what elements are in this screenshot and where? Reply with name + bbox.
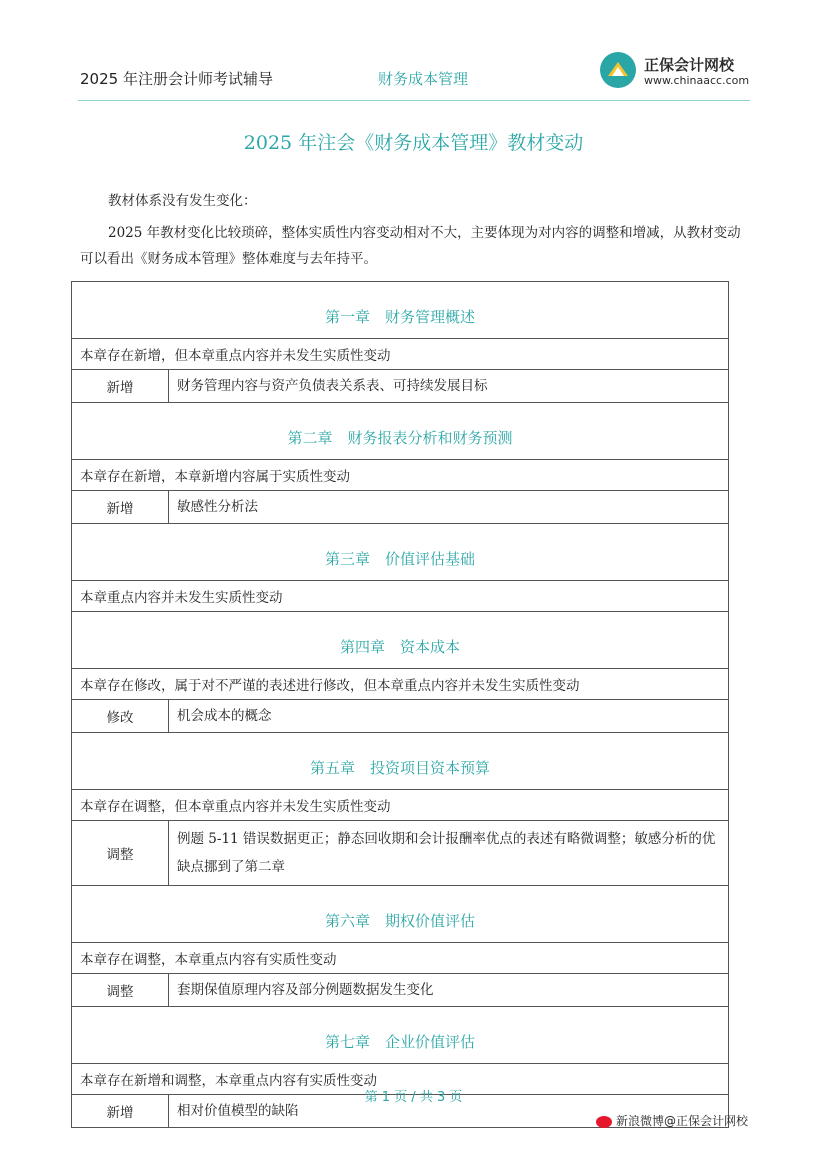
change-row (72, 370, 729, 403)
chapter-note-row (72, 460, 729, 491)
changes-table (71, 281, 729, 1128)
logo-icon (600, 52, 636, 88)
weibo-credit (596, 1112, 748, 1129)
document-title: 2025 年注会《财务成本管理》教材变动 (243, 132, 584, 154)
chapter-row (72, 612, 729, 669)
change-type: 新增 (72, 370, 169, 403)
logo-name: 正保会计网校 (644, 56, 735, 74)
change-row (72, 700, 729, 733)
change-type: 新增 (72, 491, 169, 524)
chapter-title: 第五章 投资项目资本预算 (72, 733, 729, 790)
chapter-note: 本章重点内容并未发生实质性变动 (72, 581, 729, 612)
change-type: 调整 (72, 974, 169, 1007)
chapter-row (72, 886, 729, 943)
page-number: 第 1 页 / 共 3 页 (364, 1090, 463, 1105)
chapter-note: 本章存在新增，但本章重点内容并未发生实质性变动 (72, 339, 729, 370)
change-row (72, 821, 729, 886)
chapter-title: 第四章 资本成本 (72, 612, 729, 669)
change-detail: 例题 5-11 错误数据更正；静态回收期和会计报酬率优点的表述有略微调整；敏感分析的优缺点挪到了第二章 (169, 821, 729, 886)
chapter-note: 本章存在调整，但本章重点内容并未发生实质性变动 (72, 790, 729, 821)
paragraph-intro: 教材体系没有发生变化： (108, 193, 257, 209)
chapter-row (72, 403, 729, 460)
change-type: 新增 (72, 1095, 169, 1128)
chapter-row (72, 1007, 729, 1064)
chapter-title: 第六章 期权价值评估 (72, 886, 729, 943)
change-type: 修改 (72, 700, 169, 733)
weibo-text: 新浪微博@正保会计网校 (616, 1114, 749, 1128)
change-row (72, 974, 729, 1007)
page-header (78, 42, 750, 102)
chapter-row (72, 733, 729, 790)
chapter-note: 本章存在修改，属于对不严谨的表述进行修改，但本章重点内容并未发生实质性变动 (72, 669, 729, 700)
chapter-title: 第三章 价值评估基础 (72, 524, 729, 581)
change-detail: 敏感性分析法 (169, 491, 729, 524)
header-divider (78, 100, 750, 101)
chapter-row (72, 282, 729, 339)
chapter-note-row (72, 790, 729, 821)
change-detail: 套期保值原理内容及部分例题数据发生变化 (169, 974, 729, 1007)
paragraph-summary: 2025 年教材变化比较琐碎，整体实质性内容变动相对不大，主要体现为对内容的调整和增减，从教材变动可以看出《财务成本管理》整体难度与去年持平。 (80, 225, 741, 267)
chapter-title: 第二章 财务报表分析和财务预测 (72, 403, 729, 460)
chapter-note-row (72, 943, 729, 974)
chapter-row (72, 524, 729, 581)
chapter-note: 本章存在新增，本章新增内容属于实质性变动 (72, 460, 729, 491)
logo-url: www.chinaacc.com (644, 74, 750, 87)
change-type: 调整 (72, 821, 169, 886)
chapter-note: 本章存在新增和调整，本章重点内容有实质性变动 (72, 1064, 729, 1095)
chapter-note-row (72, 669, 729, 700)
weibo-icon (596, 1116, 612, 1128)
change-detail: 相对价值模型的缺陷 (169, 1095, 729, 1128)
chapter-note-row (72, 581, 729, 612)
chapter-title: 第七章 企业价值评估 (72, 1007, 729, 1064)
change-detail: 财务管理内容与资产负债表关系表、可持续发展目标 (169, 370, 729, 403)
chapter-title: 第一章 财务管理概述 (72, 282, 729, 339)
chapter-note: 本章存在调整，本章重点内容有实质性变动 (72, 943, 729, 974)
header-subject: 财务成本管理 (378, 70, 469, 88)
change-detail: 机会成本的概念 (169, 700, 729, 733)
chapter-note-row (72, 339, 729, 370)
logo[interactable] (600, 50, 750, 92)
change-row (72, 491, 729, 524)
header-course-title: 2025 年注册会计师考试辅导 (80, 70, 273, 88)
